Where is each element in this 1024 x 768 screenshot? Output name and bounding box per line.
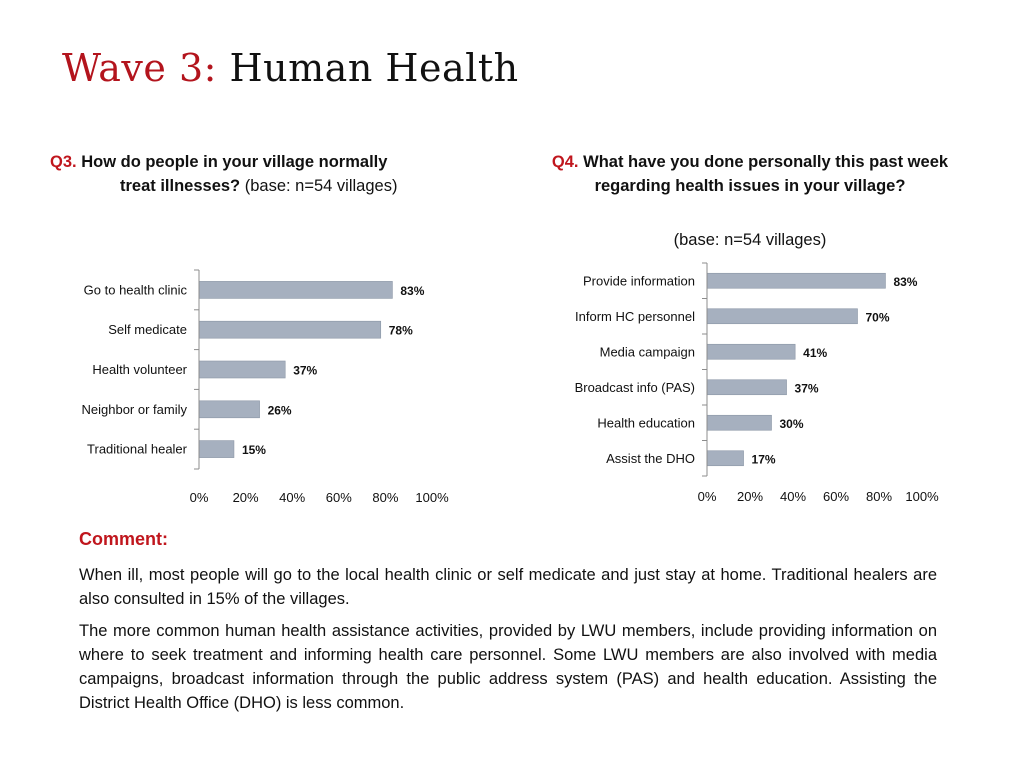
q3-category-label: Self medicate	[108, 322, 187, 338]
q3-category-label: Traditional healer	[87, 441, 187, 457]
q4-question	[550, 150, 950, 198]
q3-value-label: 15%	[241, 443, 266, 458]
q3-x-tick-label: 100%	[415, 490, 449, 505]
q3-bar	[199, 441, 234, 458]
q3-category-label: Go to health clinic	[83, 282, 187, 298]
q3-x-tick-label: 60%	[325, 490, 352, 505]
page-title	[62, 46, 519, 90]
q4-value-label: 37%	[794, 381, 819, 396]
q4-bar	[707, 273, 885, 288]
q4-bar	[707, 415, 772, 430]
title-prefix: Wave 3:	[62, 46, 217, 90]
q3-value-label: 83%	[400, 283, 425, 298]
q4-value-label: 70%	[865, 310, 890, 325]
q4-category-label: Assist the DHO	[606, 450, 695, 466]
q4-bar	[707, 451, 744, 466]
q3-value-label: 78%	[388, 323, 413, 338]
q4-category-label: Inform HC personnel	[575, 308, 695, 324]
q4-value-label: 41%	[803, 345, 828, 360]
q3-category-label: Health volunteer	[92, 362, 187, 377]
chart-q3	[0, 258, 470, 508]
q3-text-line2: treat illnesses?	[120, 177, 241, 195]
q4-bar	[707, 309, 858, 324]
comment-paragraph-2: The more common human health assistance activities, provided by LWU members, include providing information on where to seek treatment and informing health care personnel. Some LWU members are also involved with media campaigns, broadcast information through the public address system (PAS) and health education. Assisting the District Health Office (DHO) is less common.	[79, 622, 937, 712]
q4-number: Q4.	[551, 153, 579, 171]
q3-text-line1: How do people in your village normally	[81, 153, 388, 171]
q4-x-tick-label: 100%	[905, 489, 939, 504]
q3-bar	[199, 281, 392, 298]
q4-value-label: 30%	[779, 416, 804, 431]
q4-text: What have you done personally this past week regarding health issues in your village?	[583, 153, 949, 195]
q4-bar	[707, 380, 787, 395]
q4-category-label: Broadcast info (PAS)	[574, 379, 695, 395]
comment-paragraph-1: When ill, most people will go to the local health clinic or self medicate and just stay at home. Traditional healers are also consulted in 15% of the villages.	[79, 566, 937, 608]
q3-bar	[199, 401, 260, 418]
q3-bar	[199, 361, 285, 378]
q4-category-label: Media campaign	[599, 344, 695, 360]
q3-x-tick-label: 80%	[372, 490, 399, 505]
chart-q4	[500, 258, 970, 508]
q3-bar	[199, 321, 381, 338]
q3-x-tick-label: 40%	[279, 490, 306, 505]
q4-value-label: 83%	[893, 274, 918, 289]
q3-value-label: 37%	[293, 363, 318, 378]
q4-base: (base: n=54 villages)	[673, 231, 827, 249]
q4-value-label: 17%	[751, 452, 776, 467]
q4-x-tick-label: 40%	[779, 489, 807, 504]
q4-bar	[707, 344, 795, 359]
q3-base: (base: n=54 villages)	[244, 177, 398, 195]
q3-question	[50, 150, 470, 198]
comment-heading: Comment:	[79, 529, 168, 549]
q3-x-tick-label: 0%	[189, 490, 209, 505]
q4-x-tick-label: 60%	[822, 489, 850, 504]
q4-x-tick-label: 0%	[697, 489, 717, 504]
q4-x-tick-label: 20%	[736, 489, 764, 504]
q3-category-label: Neighbor or family	[81, 401, 187, 417]
q4-x-tick-label: 80%	[865, 489, 893, 504]
title-main: Human Health	[229, 46, 519, 90]
q4-category-label: Health education	[597, 415, 695, 431]
q4-category-label: Provide information	[583, 273, 695, 289]
q3-x-tick-label: 20%	[232, 490, 259, 505]
q3-number: Q3.	[50, 153, 77, 171]
q3-value-label: 26%	[267, 403, 292, 418]
